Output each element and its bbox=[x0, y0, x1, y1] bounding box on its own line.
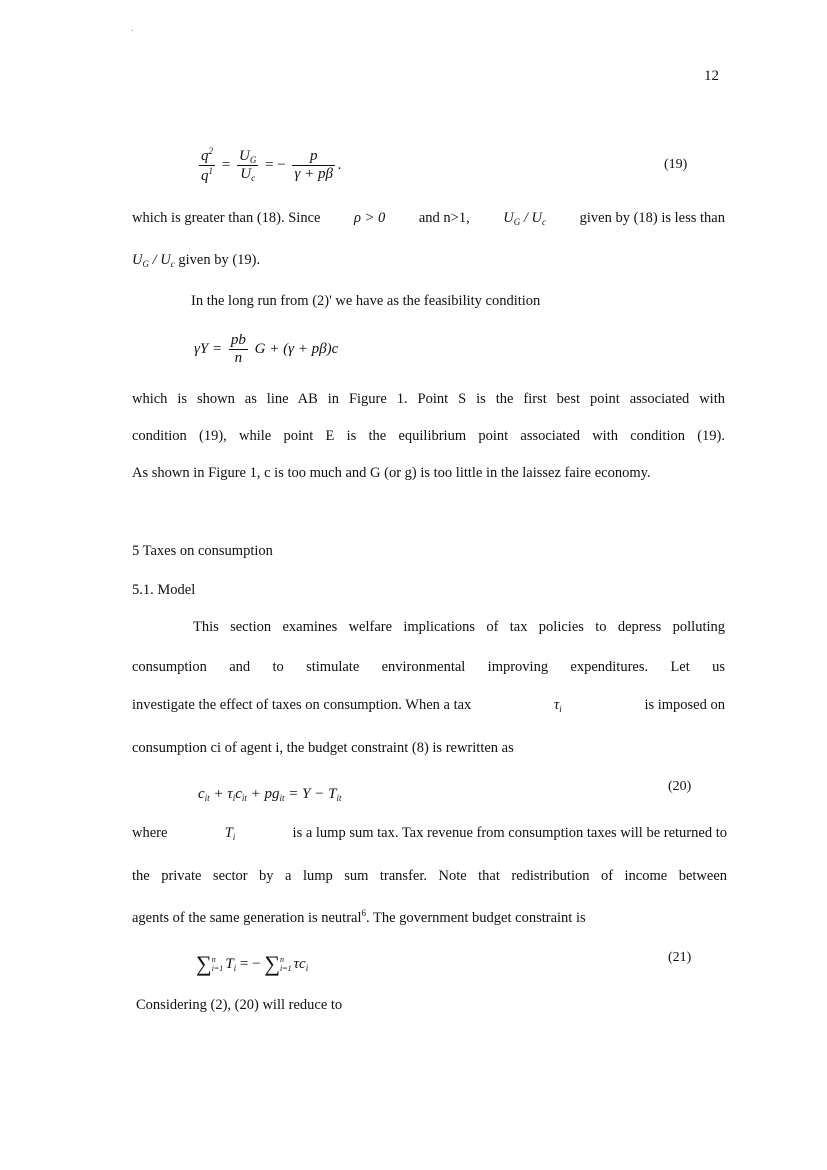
section-heading: 5 Taxes on consumption bbox=[132, 543, 273, 559]
fraction-rho: $\frac{p}{\gamma + p\beta}$ bbox=[294, 148, 333, 183]
paragraph-1-line-2: $U_G / U_c$ given by (19). bbox=[132, 252, 261, 269]
equation-20: $c_{it} + \tau_ic_{it} + pg_{it} = Y - T_{it}$ bbox=[198, 786, 342, 803]
paragraph-3-line-3: As shown in Figure 1, c is too much and G (or g) is too little in the laissez faire economy. bbox=[132, 465, 651, 481]
equation-21: ∑n i=1 $T_i$ = − ∑n i=1 $\tau c_i$ bbox=[196, 951, 309, 976]
paragraph-1-line-1: which is greater than (18). Since ρ > 0 and n>1, $U_G / U_c$ given by (18) is less than bbox=[132, 210, 725, 227]
paragraph-4-line-4: consumption ci of agent i, the budget constraint (8) is rewritten as bbox=[132, 740, 514, 756]
subsection-heading: 5.1. Model bbox=[132, 582, 196, 598]
paragraph-5-line-1: where $T_i$ is a lump sum tax. Tax revenue from consumption taxes will be returned to bbox=[132, 825, 727, 842]
paragraph-3-line-1: which is shown as line AB in Figure 1. Point S is the first best point associated with bbox=[132, 391, 725, 407]
paragraph-6: Considering (2), (20) will reduce to bbox=[136, 997, 343, 1013]
equation-20-number: (20) bbox=[668, 779, 692, 794]
scan-speck bbox=[132, 30, 133, 31]
paragraph-4-line-3: investigate the effect of taxes on consumption. When a tax $\tau_i$ is imposed on bbox=[132, 697, 725, 714]
equation-19: $\frac{q^2}{q^1}$ = $\frac{U_G}{U_c}$ = − $\frac{p}{\gamma + p\beta}$ . bbox=[201, 146, 342, 185]
equation-21-number: (21) bbox=[668, 950, 692, 965]
paragraph-4-line-2: consumption and to stimulate environmental improving expenditures. Let us bbox=[132, 659, 725, 675]
fraction-u: $\frac{U_G}{U_c}$ bbox=[238, 147, 257, 184]
equation-feasibility: γY = $\frac{pb}{n}$ G + (γ + pβ)c bbox=[194, 332, 339, 367]
paragraph-2: In the long run from (2)' we have as the feasibility condition bbox=[191, 293, 541, 309]
page-number: 12 bbox=[704, 68, 719, 84]
fraction-pb-n: $\frac{pb}{n}$ bbox=[230, 332, 246, 367]
paragraph-4-line-1: This section examines welfare implications of tax policies to depress polluting bbox=[193, 619, 725, 635]
fraction-q: $\frac{q^2}{q^1}$ bbox=[201, 146, 213, 185]
paragraph-5-line-3: agents of the same generation is neutral$^6$. The government budget constraint is bbox=[132, 908, 586, 926]
equation-19-number: (19) bbox=[664, 157, 688, 172]
footnote-marker: 6 bbox=[361, 908, 367, 918]
paragraph-5-line-2: the private sector by a lump sum transfer. Note that redistribution of income between bbox=[132, 868, 727, 884]
paragraph-3-line-2: condition (19), while point E is the equilibrium point associated with condition (19). bbox=[132, 428, 725, 444]
